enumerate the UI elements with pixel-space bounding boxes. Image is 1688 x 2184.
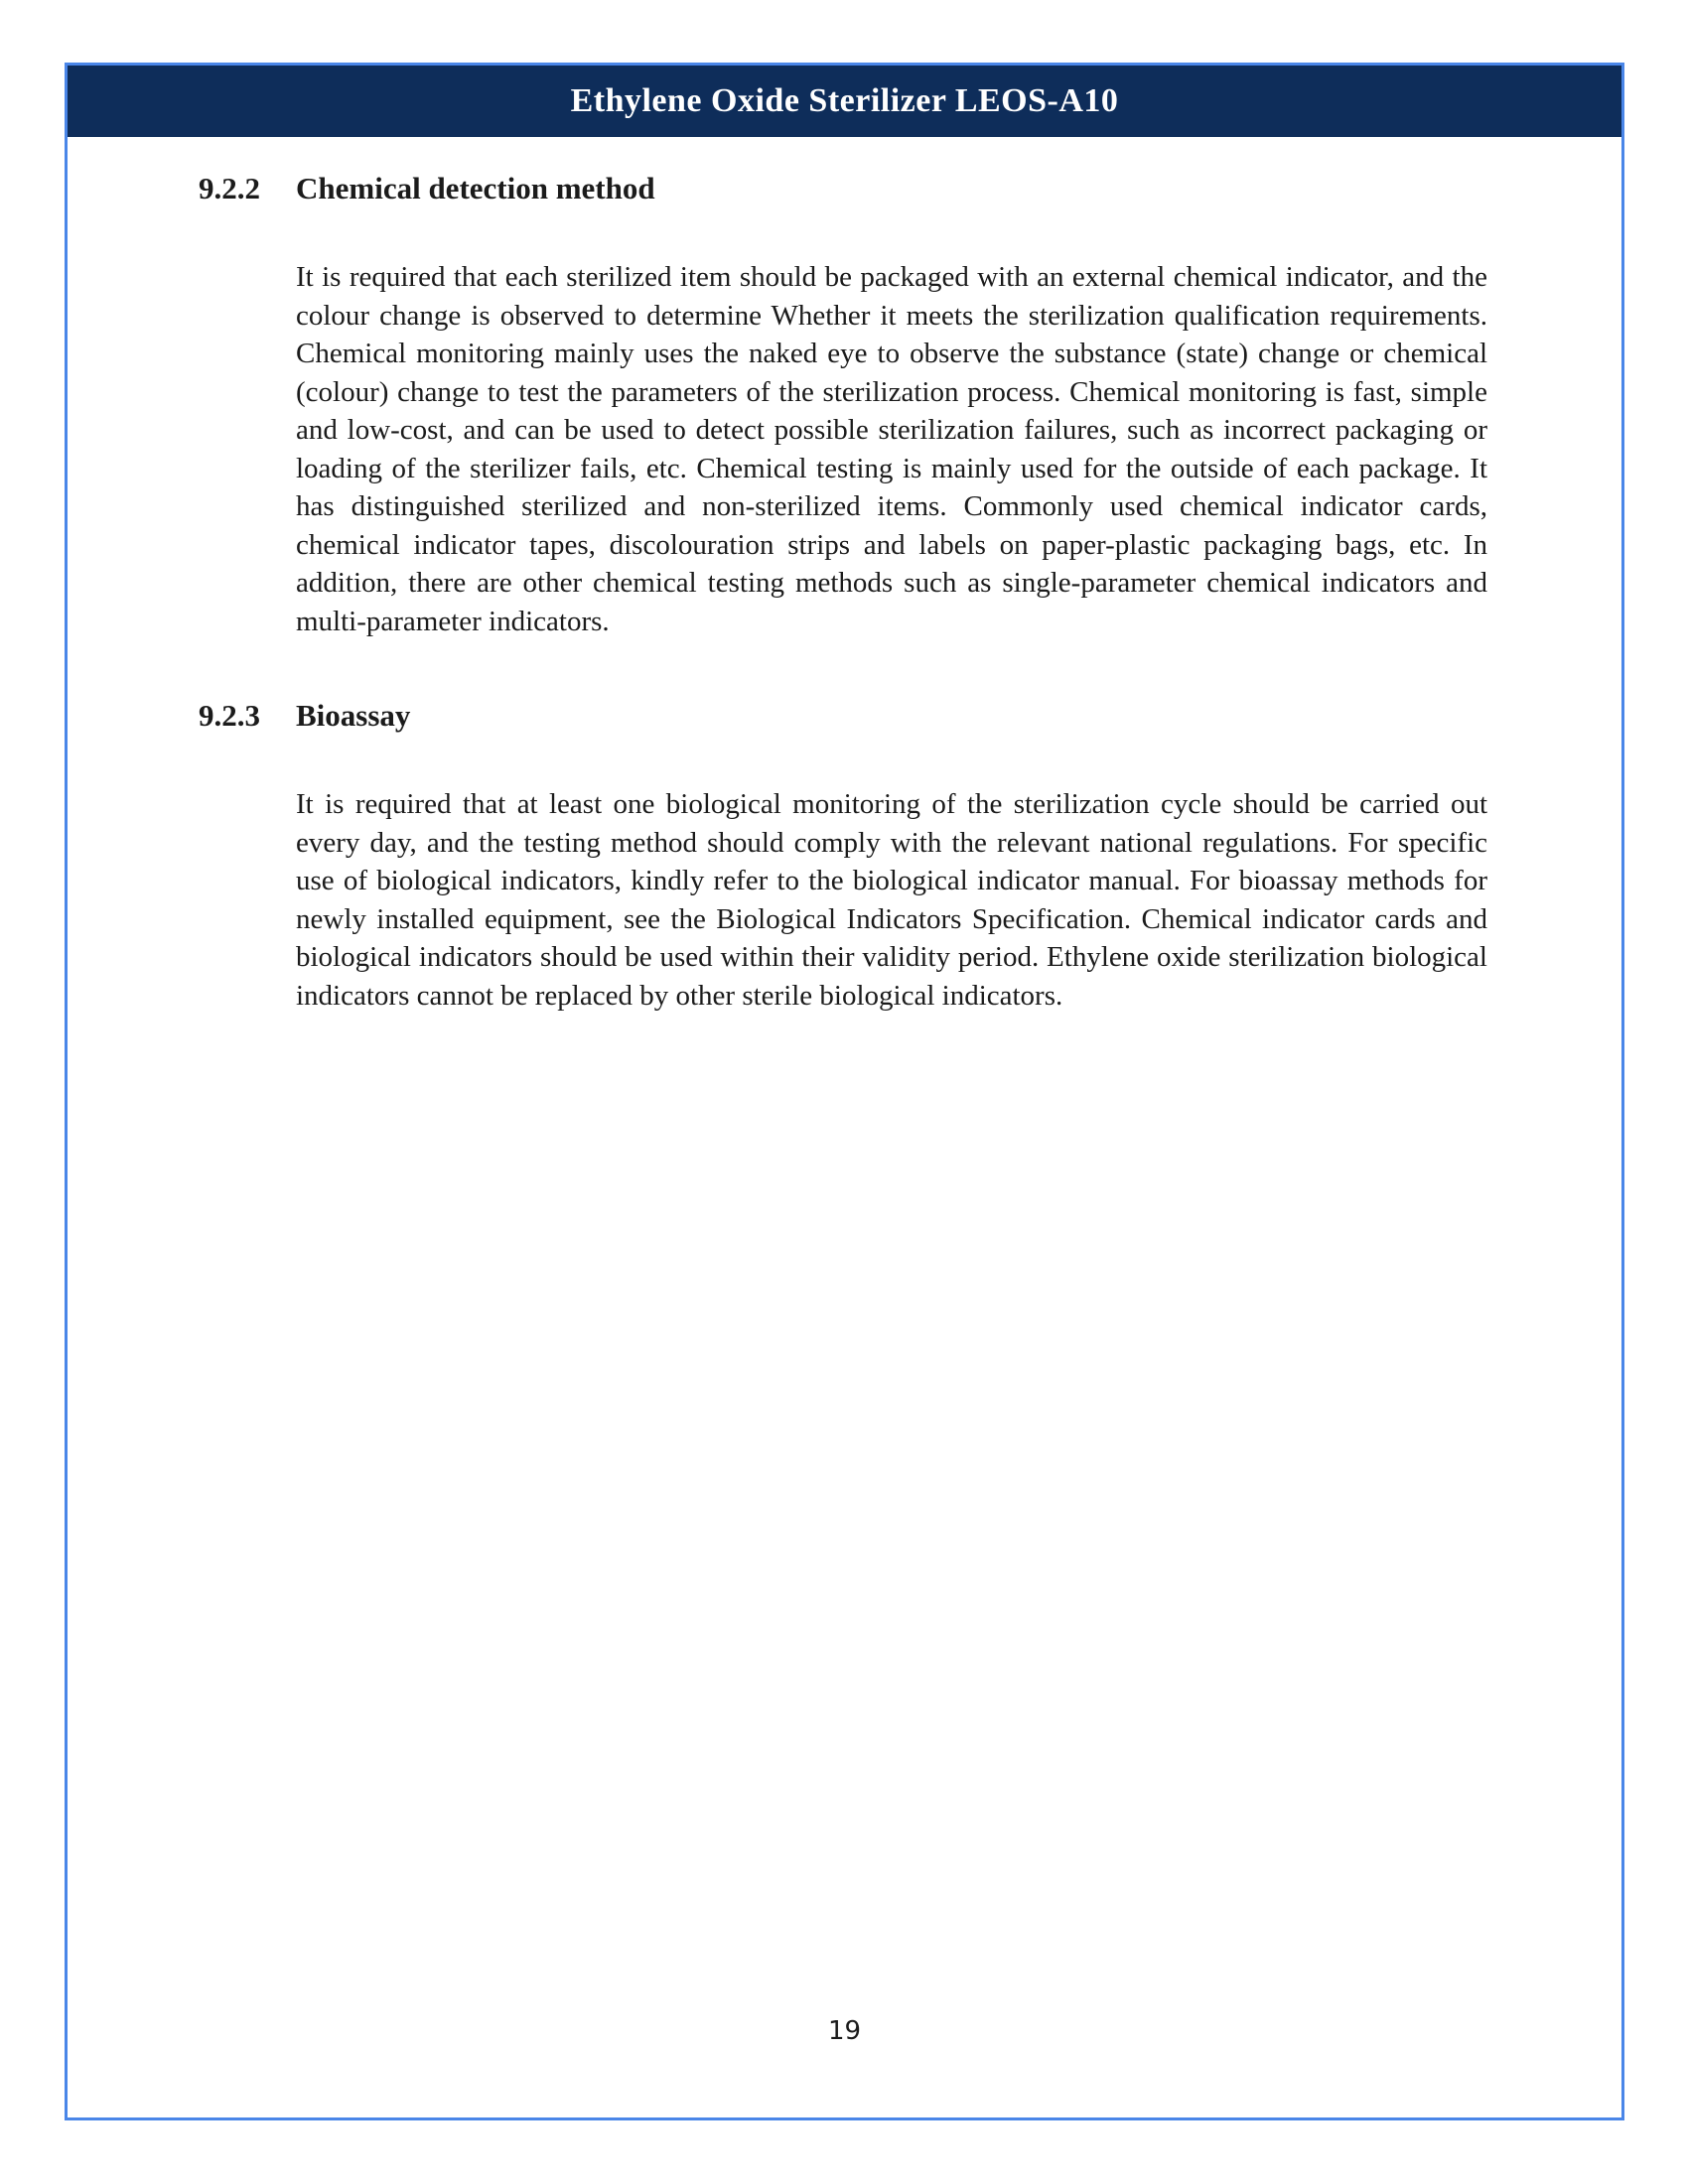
section-bioassay (199, 696, 1487, 1015)
section-number: 9.2.2 (199, 171, 260, 205)
document-page (65, 63, 1624, 2120)
section-title: Chemical detection method (296, 171, 655, 205)
page-header-bar (68, 66, 1621, 137)
section-heading (199, 696, 1487, 736)
section-heading (199, 169, 1487, 208)
section-number: 9.2.3 (199, 698, 260, 733)
page-content (68, 137, 1621, 1015)
section-title: Bioassay (296, 698, 411, 733)
page-number: 19 (827, 2016, 862, 2046)
section-chemical-detection (199, 169, 1487, 640)
section-paragraph: It is required that each sterilized item should be packaged with an external chemical indicator, and the colour change is observed to determine Whether it meets the sterilization qualification requirements. Chemical monitoring mainly uses the naked eye to observe the substance (state) change or chemical (colour) change to test the parameters of the sterilization process. Chemical monitoring is fast, simple and low-cost, and can be used to detect possible sterilization failures, such as incorrect packaging or loading of the sterilizer fails, etc. Chemical testing is mainly used for the outside of each package. It has distinguished sterilized and non-sterilized items. Commonly used chemical indicator cards, chemical indicator tapes, discolouration strips and labels on paper-plastic packaging bags, etc. In addition, there are other chemical testing methods such as single-parameter chemical indicators and multi-parameter indicators. (296, 261, 1487, 637)
section-paragraph: It is required that at least one biological monitoring of the sterilization cycle should be carried out every day, and the testing method should comply with the relevant national regulations. For specific use of biological indicators, kindly refer to the biological indicator manual. For bioassay methods for newly installed equipment, see the Biological Indicators Specification. Chemical indicator cards and biological indicators should be used within their validity period. Ethylene oxide sterilization biological indicators cannot be replaced by other sterile biological indicators. (296, 788, 1487, 1012)
document-title: Ethylene Oxide Sterilizer LEOS-A10 (570, 82, 1119, 119)
